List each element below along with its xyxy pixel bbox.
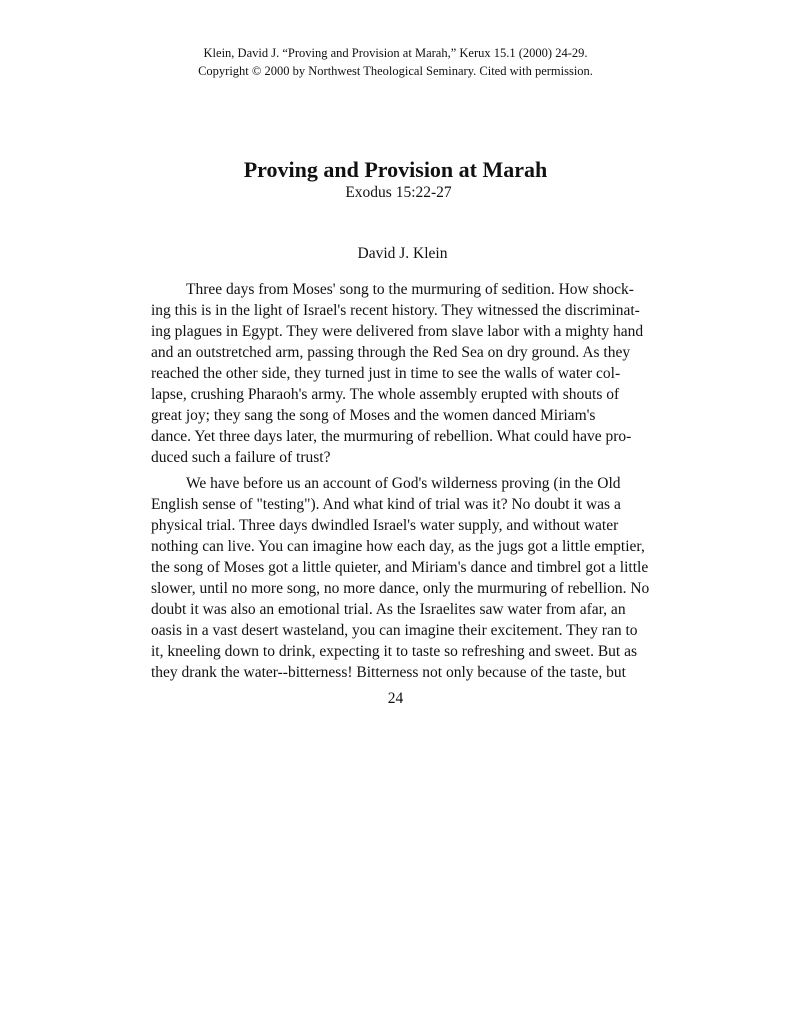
text-line: dance. Yet three days later, the murmuring of rebellion. What could have pro- — [151, 428, 632, 445]
scripture-reference: Exodus 15:22-27 — [345, 184, 452, 201]
text-line: it, kneeling down to drink, expecting it to taste so refreshing and sweet. But as — [151, 643, 637, 660]
text-line: doubt it was also an emotional trial. As the Israelites saw water from afar, an — [151, 601, 626, 618]
citation-line-1: Klein, David J. “Proving and Provision at Marah,” Kerux 15.1 (2000) 24-29. — [203, 46, 588, 60]
page-number: 24 — [387, 690, 404, 707]
text-line: reached the other side, they turned just in time to see the walls of water col- — [151, 365, 621, 382]
text-line: lapse, crushing Pharaoh's army. The whole assembly erupted with shouts of — [151, 386, 620, 403]
title-block — [0, 157, 791, 203]
text-line: great joy; they sang the song of Moses and the women danced Miriam's — [151, 407, 596, 424]
body-paragraph-1 — [151, 279, 671, 468]
citation-header — [0, 44, 791, 80]
text-line: We have before us an account of God's wilderness proving (in the Old — [186, 475, 621, 492]
citation-line-2: Copyright © 2000 by Northwest Theological Seminary. Cited with permission. — [198, 64, 593, 78]
text-line: English sense of "testing"). And what kind of trial was it? No doubt it was a — [151, 496, 621, 513]
author-name: David J. Klein — [357, 245, 448, 262]
text-line: duced such a failure of trust? — [151, 449, 331, 466]
body-paragraph-2 — [151, 473, 671, 683]
text-line: and an outstretched arm, passing through the Red Sea on dry ground. As they — [151, 344, 631, 361]
text-line: the song of Moses got a little quieter, and Miriam's dance and timbrel got a little — [151, 559, 649, 576]
text-line: physical trial. Three days dwindled Israel's water supply, and without water — [151, 517, 619, 534]
text-line: slower, until no more song, no more dance, only the murmuring of rebellion. No — [151, 580, 650, 597]
text-line: Three days from Moses' song to the murmuring of sedition. How shock- — [186, 281, 634, 298]
text-line: they drank the water--bitterness! Bitterness not only because of the taste, but — [151, 664, 626, 681]
text-line: nothing can live. You can imagine how each day, as the jugs got a little emptier, — [151, 538, 645, 555]
article-title: Proving and Provision at Marah — [243, 157, 548, 182]
text-line: ing this is in the light of Israel's recent history. They witnessed the discriminat- — [151, 302, 640, 319]
text-line: oasis in a vast desert wasteland, you can imagine their excitement. They ran to — [151, 622, 638, 639]
text-line: ing plagues in Egypt. They were delivered from slave labor with a mighty hand — [151, 323, 644, 340]
